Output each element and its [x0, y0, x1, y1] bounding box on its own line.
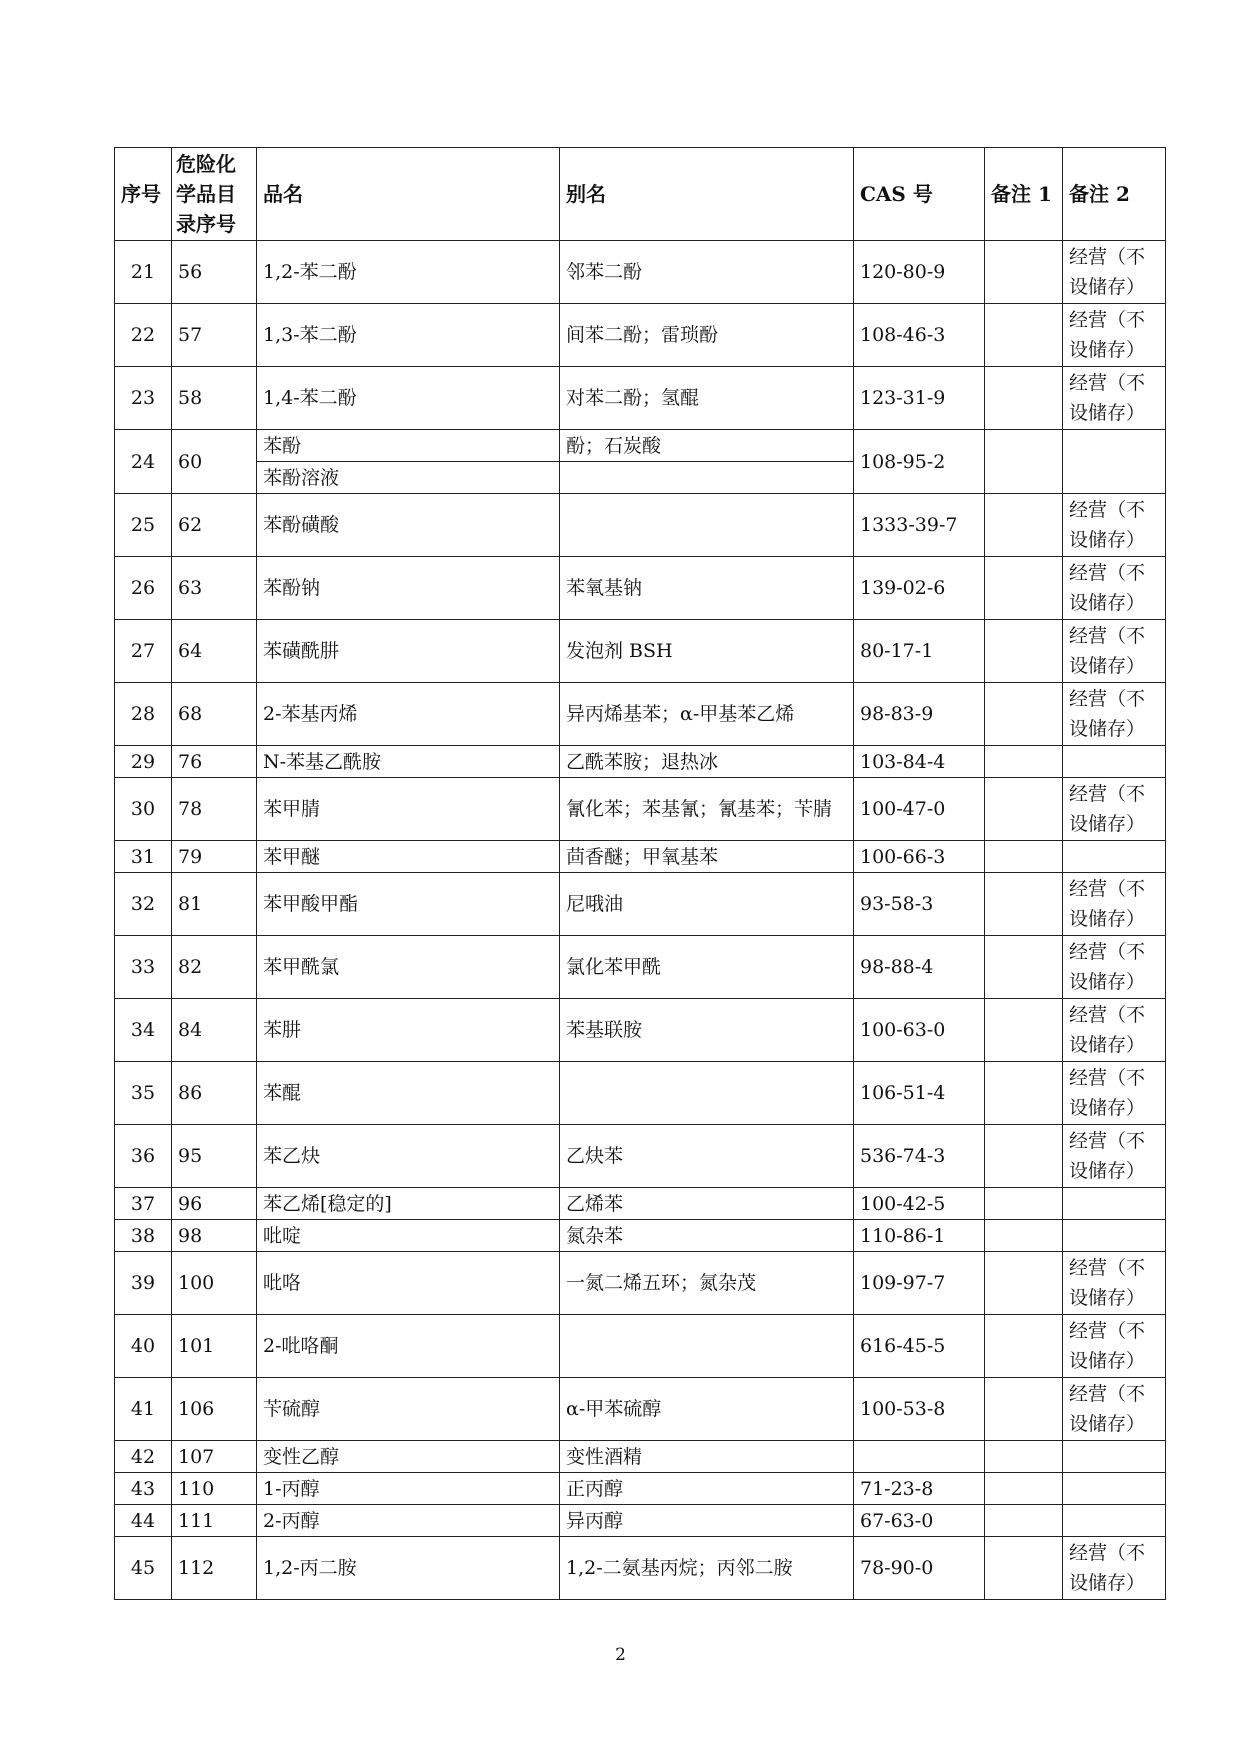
cell-note2: 经营（不设储存） — [1063, 683, 1166, 746]
cell-cas: 536-74-3 — [854, 1125, 985, 1188]
cell-cas: 123-31-9 — [854, 367, 985, 430]
table-row — [115, 999, 1166, 1062]
cell-catalog-no: 60 — [172, 430, 257, 494]
cell-catalog-no: 107 — [172, 1441, 257, 1473]
cell-seq: 31 — [115, 841, 172, 873]
cell-seq: 42 — [115, 1441, 172, 1473]
cell-seq: 34 — [115, 999, 172, 1062]
cell-alias: 苯基联胺 — [560, 999, 854, 1062]
cell-name: 苄硫醇 — [257, 1378, 560, 1441]
cell-note2: 经营（不设储存） — [1063, 1252, 1166, 1315]
cell-cas — [854, 1441, 985, 1473]
page-number: 2 — [615, 1645, 626, 1665]
cell-seq: 45 — [115, 1537, 172, 1600]
cell-catalog-no: 82 — [172, 936, 257, 999]
cell-note1 — [985, 620, 1063, 683]
table-row — [115, 241, 1166, 304]
cell-catalog-no: 110 — [172, 1473, 257, 1505]
cell-seq: 44 — [115, 1505, 172, 1537]
cell-note1 — [985, 1441, 1063, 1473]
cell-cas: 120-80-9 — [854, 241, 985, 304]
header-seq: 序号 — [115, 148, 172, 241]
cell-alias: 氯化苯甲酰 — [560, 936, 854, 999]
cell-name: 苯乙烯[稳定的] — [257, 1188, 560, 1220]
table-row — [115, 746, 1166, 778]
cell-name: 苯酚溶液 — [257, 462, 560, 494]
cell-catalog-no: 78 — [172, 778, 257, 841]
cell-name: 1-丙醇 — [257, 1473, 560, 1505]
cell-seq: 35 — [115, 1062, 172, 1125]
cell-name: 苯甲酸甲酯 — [257, 873, 560, 936]
cell-catalog-no: 106 — [172, 1378, 257, 1441]
cell-note1 — [985, 936, 1063, 999]
cell-name: 1,2-苯二酚 — [257, 241, 560, 304]
cell-alias: 正丙醇 — [560, 1473, 854, 1505]
cell-note2: 经营（不设储存） — [1063, 241, 1166, 304]
cell-name: 苯甲酰氯 — [257, 936, 560, 999]
cell-note2: 经营（不设储存） — [1063, 999, 1166, 1062]
cell-seq: 36 — [115, 1125, 172, 1188]
cell-name: 2-丙醇 — [257, 1505, 560, 1537]
cell-note2: 经营（不设储存） — [1063, 620, 1166, 683]
cell-seq: 27 — [115, 620, 172, 683]
cell-seq: 21 — [115, 241, 172, 304]
cell-note1 — [985, 1505, 1063, 1537]
cell-note1 — [985, 1378, 1063, 1441]
cell-note2: 经营（不设储存） — [1063, 494, 1166, 557]
cell-note1 — [985, 1473, 1063, 1505]
cell-note1 — [985, 1062, 1063, 1125]
cell-alias: 酚；石炭酸 — [560, 430, 854, 462]
cell-catalog-no: 96 — [172, 1188, 257, 1220]
cell-name: 2-苯基丙烯 — [257, 683, 560, 746]
cell-note2: 经营（不设储存） — [1063, 873, 1166, 936]
cell-name: 苯酚钠 — [257, 557, 560, 620]
cell-catalog-no: 98 — [172, 1220, 257, 1252]
cell-seq: 25 — [115, 494, 172, 557]
table-row — [115, 936, 1166, 999]
cell-note1 — [985, 367, 1063, 430]
cell-note2: 经营（不设储存） — [1063, 1062, 1166, 1125]
table-row — [115, 1473, 1166, 1505]
header-name: 品名 — [257, 148, 560, 241]
cell-note1 — [985, 304, 1063, 367]
table-header-row — [115, 148, 1166, 241]
cell-name: 苯甲醚 — [257, 841, 560, 873]
cell-cas: 106-51-4 — [854, 1062, 985, 1125]
cell-seq: 33 — [115, 936, 172, 999]
cell-alias: 乙酰苯胺；退热冰 — [560, 746, 854, 778]
table-row — [115, 367, 1166, 430]
header-note1: 备注 1 — [985, 148, 1063, 241]
cell-cas: 71-23-8 — [854, 1473, 985, 1505]
cell-cas: 109-97-7 — [854, 1252, 985, 1315]
cell-seq: 22 — [115, 304, 172, 367]
cell-catalog-no: 76 — [172, 746, 257, 778]
cell-seq: 32 — [115, 873, 172, 936]
cell-note1 — [985, 683, 1063, 746]
cell-alias: 发泡剂 BSH — [560, 620, 854, 683]
cell-catalog-no: 58 — [172, 367, 257, 430]
cell-alias: 尼哦油 — [560, 873, 854, 936]
chemicals-table — [114, 147, 1166, 1600]
table-row — [115, 1378, 1166, 1441]
table-row — [115, 1125, 1166, 1188]
cell-note1 — [985, 1125, 1063, 1188]
cell-cas: 80-17-1 — [854, 620, 985, 683]
cell-cas: 139-02-6 — [854, 557, 985, 620]
cell-alias — [560, 1062, 854, 1125]
cell-note2: 经营（不设储存） — [1063, 1315, 1166, 1378]
cell-catalog-no: 56 — [172, 241, 257, 304]
table-row — [115, 1062, 1166, 1125]
cell-cas: 103-84-4 — [854, 746, 985, 778]
cell-note1 — [985, 746, 1063, 778]
table-row — [115, 778, 1166, 841]
table-row — [115, 683, 1166, 746]
cell-note2: 经营（不设储存） — [1063, 304, 1166, 367]
cell-cas: 100-53-8 — [854, 1378, 985, 1441]
cell-note1 — [985, 494, 1063, 557]
cell-note2 — [1063, 1505, 1166, 1537]
cell-cas: 100-66-3 — [854, 841, 985, 873]
cell-name: 吡啶 — [257, 1220, 560, 1252]
cell-catalog-no: 100 — [172, 1252, 257, 1315]
cell-name: 苯酚 — [257, 430, 560, 462]
header-alias: 别名 — [560, 148, 854, 241]
cell-note2: 经营（不设储存） — [1063, 936, 1166, 999]
cell-catalog-no: 64 — [172, 620, 257, 683]
cell-cas: 108-95-2 — [854, 430, 985, 494]
cell-note2: 经营（不设储存） — [1063, 1378, 1166, 1441]
header-catalog-no: 危险化学品目录序号 — [172, 148, 257, 241]
cell-seq: 41 — [115, 1378, 172, 1441]
cell-name: 苯酚磺酸 — [257, 494, 560, 557]
table-row — [115, 430, 1166, 462]
cell-alias — [560, 1315, 854, 1378]
cell-seq: 29 — [115, 746, 172, 778]
cell-note1 — [985, 841, 1063, 873]
cell-name: 变性乙醇 — [257, 1441, 560, 1473]
cell-seq: 38 — [115, 1220, 172, 1252]
table-row — [115, 1441, 1166, 1473]
cell-note2: 经营（不设储存） — [1063, 778, 1166, 841]
table-row — [115, 873, 1166, 936]
table-row — [115, 494, 1166, 557]
cell-catalog-no: 68 — [172, 683, 257, 746]
cell-catalog-no: 111 — [172, 1505, 257, 1537]
cell-cas: 100-42-5 — [854, 1188, 985, 1220]
cell-note2 — [1063, 1473, 1166, 1505]
cell-name: 苯肼 — [257, 999, 560, 1062]
table-row — [115, 1252, 1166, 1315]
cell-alias: 1,2-二氨基丙烷；丙邻二胺 — [560, 1537, 854, 1600]
cell-catalog-no: 63 — [172, 557, 257, 620]
cell-alias: 乙烯苯 — [560, 1188, 854, 1220]
cell-alias — [560, 494, 854, 557]
cell-alias: 茴香醚；甲氧基苯 — [560, 841, 854, 873]
cell-alias: 一氮二烯五环；氮杂茂 — [560, 1252, 854, 1315]
cell-alias: 对苯二酚；氢醌 — [560, 367, 854, 430]
cell-cas: 100-47-0 — [854, 778, 985, 841]
cell-catalog-no: 95 — [172, 1125, 257, 1188]
cell-alias: α-甲苯硫醇 — [560, 1378, 854, 1441]
table-row — [115, 620, 1166, 683]
cell-catalog-no: 112 — [172, 1537, 257, 1600]
cell-seq: 40 — [115, 1315, 172, 1378]
cell-note2: 经营（不设储存） — [1063, 1125, 1166, 1188]
table-body — [115, 241, 1166, 1600]
cell-seq: 23 — [115, 367, 172, 430]
cell-note2 — [1063, 1441, 1166, 1473]
cell-name: 1,2-丙二胺 — [257, 1537, 560, 1600]
table-row — [115, 557, 1166, 620]
cell-note1 — [985, 1220, 1063, 1252]
cell-note2 — [1063, 1220, 1166, 1252]
cell-note1 — [985, 873, 1063, 936]
cell-name: N-苯基乙酰胺 — [257, 746, 560, 778]
cell-catalog-no: 57 — [172, 304, 257, 367]
cell-catalog-no: 101 — [172, 1315, 257, 1378]
cell-seq: 26 — [115, 557, 172, 620]
cell-alias: 乙炔苯 — [560, 1125, 854, 1188]
cell-catalog-no: 84 — [172, 999, 257, 1062]
cell-alias: 异丙醇 — [560, 1505, 854, 1537]
header-cas: CAS 号 — [854, 148, 985, 241]
cell-alias: 氮杂苯 — [560, 1220, 854, 1252]
table-row — [115, 1505, 1166, 1537]
cell-note1 — [985, 1537, 1063, 1600]
cell-alias — [560, 462, 854, 494]
cell-catalog-no: 86 — [172, 1062, 257, 1125]
cell-name: 苯乙炔 — [257, 1125, 560, 1188]
cell-seq: 43 — [115, 1473, 172, 1505]
cell-alias: 变性酒精 — [560, 1441, 854, 1473]
cell-seq: 28 — [115, 683, 172, 746]
table-row — [115, 841, 1166, 873]
cell-seq: 37 — [115, 1188, 172, 1220]
cell-alias: 邻苯二酚 — [560, 241, 854, 304]
cell-cas: 108-46-3 — [854, 304, 985, 367]
cell-note1 — [985, 778, 1063, 841]
cell-note1 — [985, 430, 1063, 494]
table-row — [115, 1537, 1166, 1600]
cell-catalog-no: 62 — [172, 494, 257, 557]
cell-note2: 经营（不设储存） — [1063, 367, 1166, 430]
cell-name: 1,3-苯二酚 — [257, 304, 560, 367]
cell-note2: 经营（不设储存） — [1063, 557, 1166, 620]
cell-note1 — [985, 999, 1063, 1062]
table-row — [115, 304, 1166, 367]
cell-name: 吡咯 — [257, 1252, 560, 1315]
table-row — [115, 1220, 1166, 1252]
cell-name: 苯醌 — [257, 1062, 560, 1125]
cell-seq: 30 — [115, 778, 172, 841]
cell-cas: 67-63-0 — [854, 1505, 985, 1537]
cell-seq: 39 — [115, 1252, 172, 1315]
cell-note1 — [985, 557, 1063, 620]
cell-cas: 93-58-3 — [854, 873, 985, 936]
cell-note1 — [985, 1315, 1063, 1378]
cell-alias: 间苯二酚；雷琐酚 — [560, 304, 854, 367]
cell-catalog-no: 81 — [172, 873, 257, 936]
cell-name: 2-吡咯酮 — [257, 1315, 560, 1378]
table-row — [115, 1315, 1166, 1378]
cell-note2 — [1063, 1188, 1166, 1220]
cell-name: 1,4-苯二酚 — [257, 367, 560, 430]
cell-note2 — [1063, 430, 1166, 494]
cell-alias: 苯氧基钠 — [560, 557, 854, 620]
cell-catalog-no: 79 — [172, 841, 257, 873]
cell-note2: 经营（不设储存） — [1063, 1537, 1166, 1600]
cell-note1 — [985, 1188, 1063, 1220]
cell-cas: 110-86-1 — [854, 1220, 985, 1252]
cell-alias: 异丙烯基苯；α-甲基苯乙烯 — [560, 683, 854, 746]
cell-name: 苯甲腈 — [257, 778, 560, 841]
cell-cas: 100-63-0 — [854, 999, 985, 1062]
cell-note1 — [985, 1252, 1063, 1315]
cell-name: 苯磺酰肼 — [257, 620, 560, 683]
cell-cas: 98-88-4 — [854, 936, 985, 999]
cell-cas: 78-90-0 — [854, 1537, 985, 1600]
cell-cas: 98-83-9 — [854, 683, 985, 746]
cell-cas: 616-45-5 — [854, 1315, 985, 1378]
cell-seq: 24 — [115, 430, 172, 494]
cell-note2 — [1063, 841, 1166, 873]
cell-alias: 氰化苯；苯基氰；氰基苯；苄腈 — [560, 778, 854, 841]
table-row — [115, 1188, 1166, 1220]
cell-note2 — [1063, 746, 1166, 778]
cell-cas: 1333-39-7 — [854, 494, 985, 557]
header-note2: 备注 2 — [1063, 148, 1166, 241]
cell-note1 — [985, 241, 1063, 304]
